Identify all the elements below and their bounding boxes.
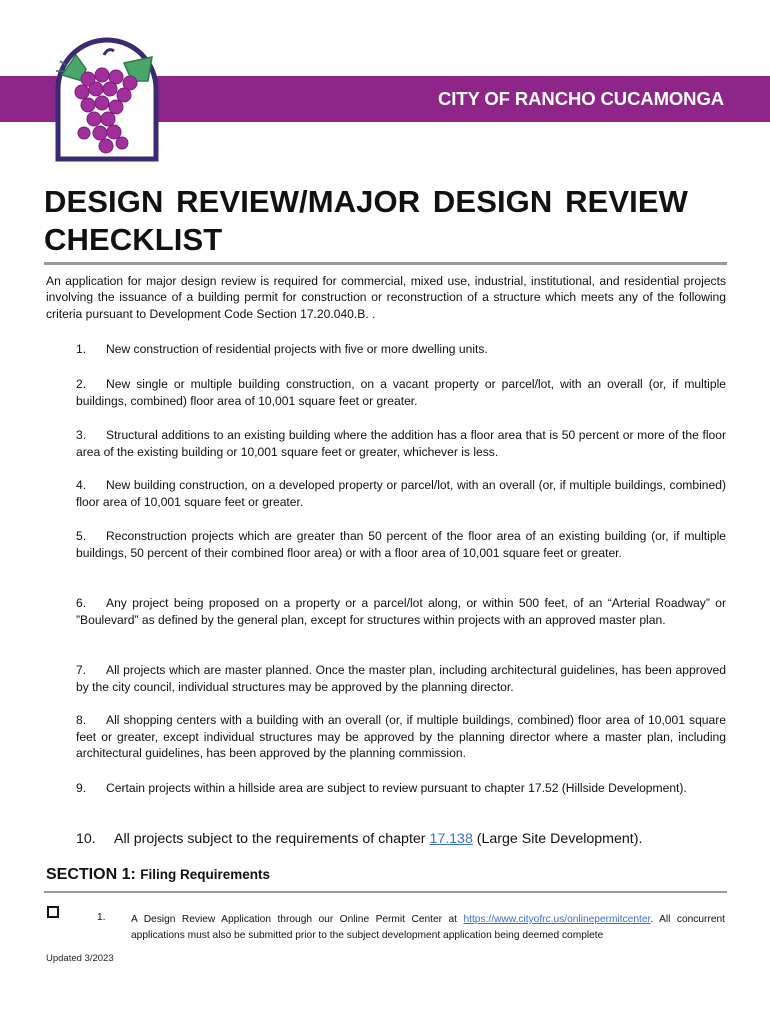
section-label: SECTION 1: — [46, 866, 136, 883]
online-permit-center-link[interactable]: https://www.cityofrc.us/onlinepermitcenter — [463, 914, 651, 925]
requirement-checkbox[interactable] — [47, 906, 59, 918]
criteria-item — [76, 341, 726, 358]
updated-date: Updated 3/2023 — [46, 953, 114, 964]
criteria-number: 1. — [76, 342, 87, 356]
criteria-number: 6. — [76, 596, 87, 610]
criteria-item — [76, 830, 726, 848]
section-title: Filing Requirements — [140, 867, 271, 882]
intro-paragraph: An application for major design review is required for commercial, mixed use, industrial, institutional, and residential projects involving the issuance of a building permit for construction or reconstruction of a structure which meets any of the following criteria pursuant to Development Code Section 17.20.040.B. . — [46, 274, 726, 321]
criteria-number: 9. — [76, 781, 87, 795]
criteria-number: 4. — [76, 478, 87, 492]
criteria-number: 2. — [76, 377, 87, 391]
criteria-text-end: (Large Site Development). — [472, 831, 643, 847]
criteria-number: 3. — [76, 428, 87, 442]
criteria-text: New construction of residential projects with five or more dwelling units. — [106, 342, 488, 356]
criteria-item — [76, 662, 726, 695]
city-name: CITY OF RANCHO CUCAMONGA — [437, 88, 724, 109]
criteria-item — [76, 528, 726, 561]
criteria-text: All projects which are master planned. Once the master plan, including architectural guidelines, has been approved by the city council, individual structures may be approved by the planning director. — [76, 663, 726, 694]
criteria-text: Structural additions to an existing building where the addition has a floor area that is 50 percent or more of the floor area of the existing building or 10,001 square feet or greater, whichever is less. — [76, 428, 726, 459]
criteria-item — [76, 595, 726, 628]
criteria-text: Certain projects within a hillside area are subject to review pursuant to chapter 17.52 (Hillside Development). — [106, 781, 687, 795]
criteria-text: Any project being proposed on a property or a parcel/lot along, or within 500 feet, of an “Arterial Roadway” or ”Boulevard” as defined by the general plan, except for structures within projects with an approved master plan. — [76, 596, 726, 627]
criteria-number: 10. — [76, 831, 96, 847]
criteria-text: All projects subject to the requirements of chapter — [114, 831, 430, 847]
criteria-number: 8. — [76, 713, 87, 727]
criteria-text: New single or multiple building construction, on a vacant property or parcel/lot, with an overall (or, if multiple buildings, combined) floor area of 10,001 square feet or greater. — [76, 377, 726, 408]
requirement-text-end: . All concurrent applications must also be submitted prior to the subject development application being deemed complete — [131, 914, 725, 941]
section-divider — [44, 891, 727, 893]
title-divider — [44, 262, 727, 265]
criteria-text: All shopping centers with a building with an overall (or, if multiple buildings, combined) floor area of 10,001 square feet or greater, except individual structures may be approved by the planning director where a master plan, including architectural guidelines, has been approved by the planning commission. — [76, 713, 726, 760]
document-title: DESIGN REVIEW/MAJOR DESIGN REVIEW CHECKLIST — [44, 184, 688, 257]
criteria-item — [76, 780, 726, 797]
criteria-item — [76, 712, 726, 762]
criteria-number: 7. — [76, 663, 87, 677]
requirement-text-start: A Design Review Application through our Online Permit Center at — [131, 914, 464, 925]
section-heading — [46, 866, 270, 884]
criteria-number: 5. — [76, 529, 87, 543]
criteria-text: Reconstruction projects which are greater than 50 percent of the floor area of an existing building (or, if multiple buildings, 50 percent of their combined floor area) or with a floor area of 10,001 square feet or greater. — [76, 529, 726, 560]
requirement-number: 1. — [97, 912, 106, 923]
criteria-item — [76, 427, 726, 460]
criteria-item — [76, 477, 726, 510]
criteria-text: New building construction, on a developed property or parcel/lot, with an overall (or, if multiple buildings, combined) floor area of 10,001 square feet or greater. — [76, 478, 726, 509]
chapter-17-138-link[interactable]: 17.138 — [429, 831, 473, 847]
grapes-arch-logo-icon — [52, 31, 162, 163]
requirement-text — [131, 912, 725, 944]
criteria-item — [76, 376, 726, 409]
